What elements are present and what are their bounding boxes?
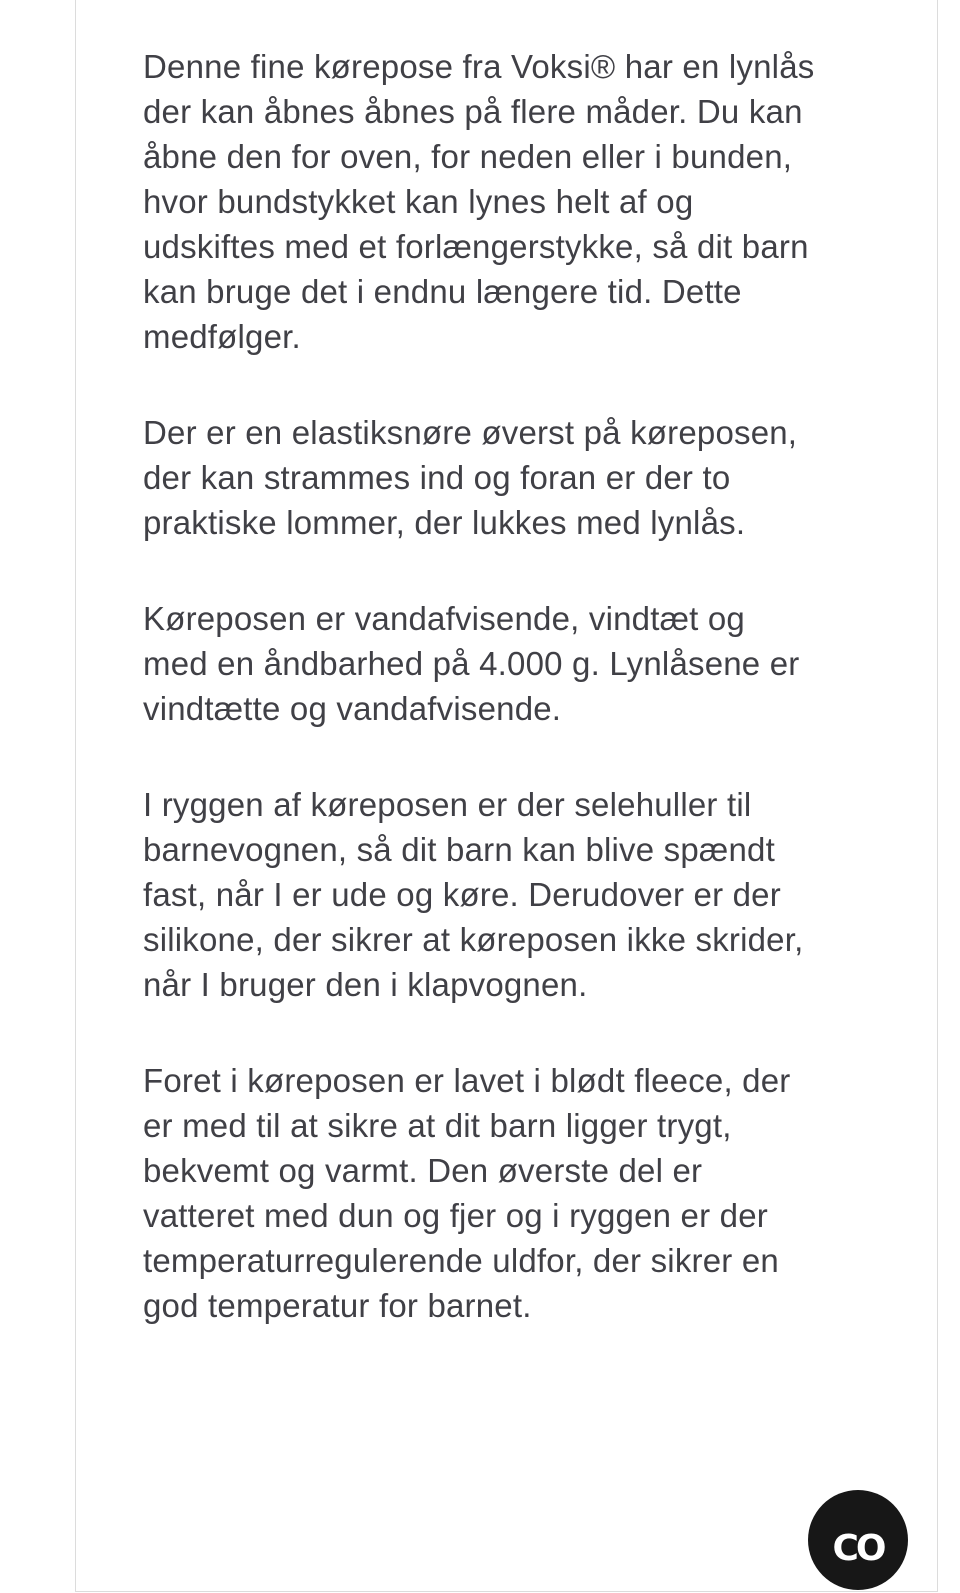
chat-widget-logo-icon: CO xyxy=(832,1527,884,1569)
product-description-paragraph: Foret i køreposen er lavet i blødt fleece, der er med til at sikre at dit barn ligger trygt, bekvemt og varmt. Den øverste del er vatteret med dun og fjer og i ryggen er der temperaturregulerende uldfor, der sikrer en god temperatur for barnet. xyxy=(143,1062,791,1324)
product-description xyxy=(143,44,815,1379)
chat-widget-button[interactable] xyxy=(808,1490,908,1590)
product-description-paragraph: Denne fine kørepose fra Voksi® har en lynlås der kan åbnes åbnes på flere måder. Du kan åbne den for oven, for neden eller i bunden, hvor bundstykket kan lynes helt af og udskiftes med et forlængerstykke, så dit barn kan bruge det i endnu længere tid. Dette medfølger. xyxy=(143,48,815,355)
product-description-paragraph: Der er en elastiksnøre øverst på køreposen, der kan strammes ind og foran er der to praktiske lommer, der lukkes med lynlås. xyxy=(143,414,798,541)
product-description-paragraph: Køreposen er vandafvisende, vindtæt og med en åndbarhed på 4.000 g. Lynlåsene er vindtætte og vandafvisende. xyxy=(143,600,800,727)
product-description-paragraph: I ryggen af køreposen er der selehuller til barnevognen, så dit barn kan blive spændt fast, når I er ude og køre. Derudover er der silikone, der sikrer at køreposen ikke skrider, når I bruger den i klapvognen. xyxy=(143,786,804,1003)
